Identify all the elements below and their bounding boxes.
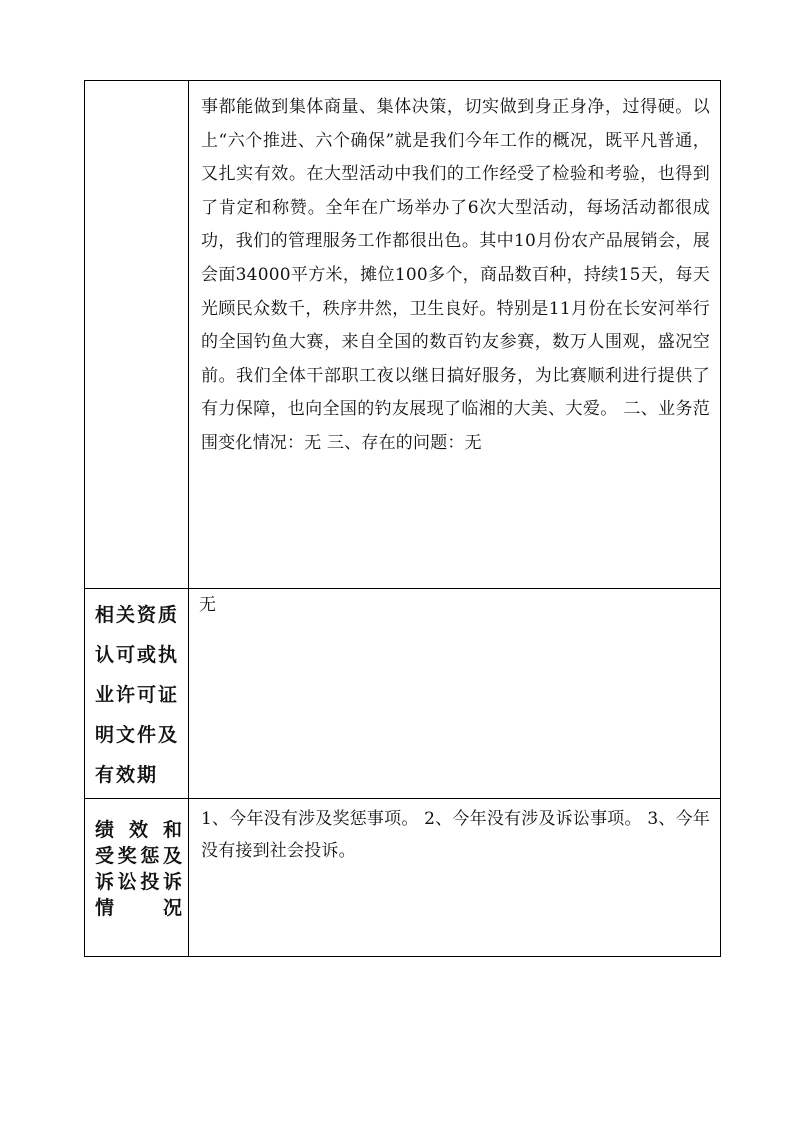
performance-label-line: 绩效和 xyxy=(95,819,182,841)
work-summary-row xyxy=(85,81,721,589)
qualification-value: 无 xyxy=(199,595,216,615)
performance-label-line: 情况 xyxy=(95,897,182,919)
work-summary-label-cell xyxy=(85,81,189,589)
report-form-table xyxy=(84,80,721,957)
performance-label-line: 受奖惩及 xyxy=(95,845,182,867)
qualification-label-cell xyxy=(85,589,189,799)
qualification-label: 相关资质认可或执业许可证明文件及有效期 xyxy=(95,604,180,786)
performance-content-cell xyxy=(189,799,721,957)
work-summary-content-cell xyxy=(189,81,721,589)
performance-label xyxy=(95,817,182,921)
work-summary-text: 事都能做到集体商量、集体决策，切实做到身正身净，过得硬。以上“六个推进、六个确保”就是我们今年工作的概况，既平凡普通，又扎实有效。在大型活动中我们的工作经受了检验和考验，也得到了肯定和称赞。全年在广场举办了6次大型活动，每场活动都很成功，我们的管理服务工作都很出色。其中10月份农产品展销会，展会面34000平方米，摊位100多个，商品数百种，持续15天，每天光顾民众数千，秩序井然，卫生良好。特别是11月份在长安河举行的全国钓鱼大赛，来自全国的数百钓友参赛，数万人围观，盛况空前。我们全体干部职工夜以继日搞好服务，为比赛顺利进行提供了有力保障，也向全国的钓友展现了临湘的大美、大爱。 二、业务范围变化情况：无 三、存在的问题：无 xyxy=(201,97,710,453)
performance-label-line: 诉讼投诉 xyxy=(95,871,182,893)
performance-row xyxy=(85,799,721,957)
performance-text: 1、今年没有涉及奖惩事项。 2、今年没有涉及诉讼事项。 3、今年没有接到社会投诉。 xyxy=(201,809,710,861)
qualification-row xyxy=(85,589,721,799)
performance-label-cell xyxy=(85,799,189,957)
qualification-value-cell xyxy=(189,589,721,799)
